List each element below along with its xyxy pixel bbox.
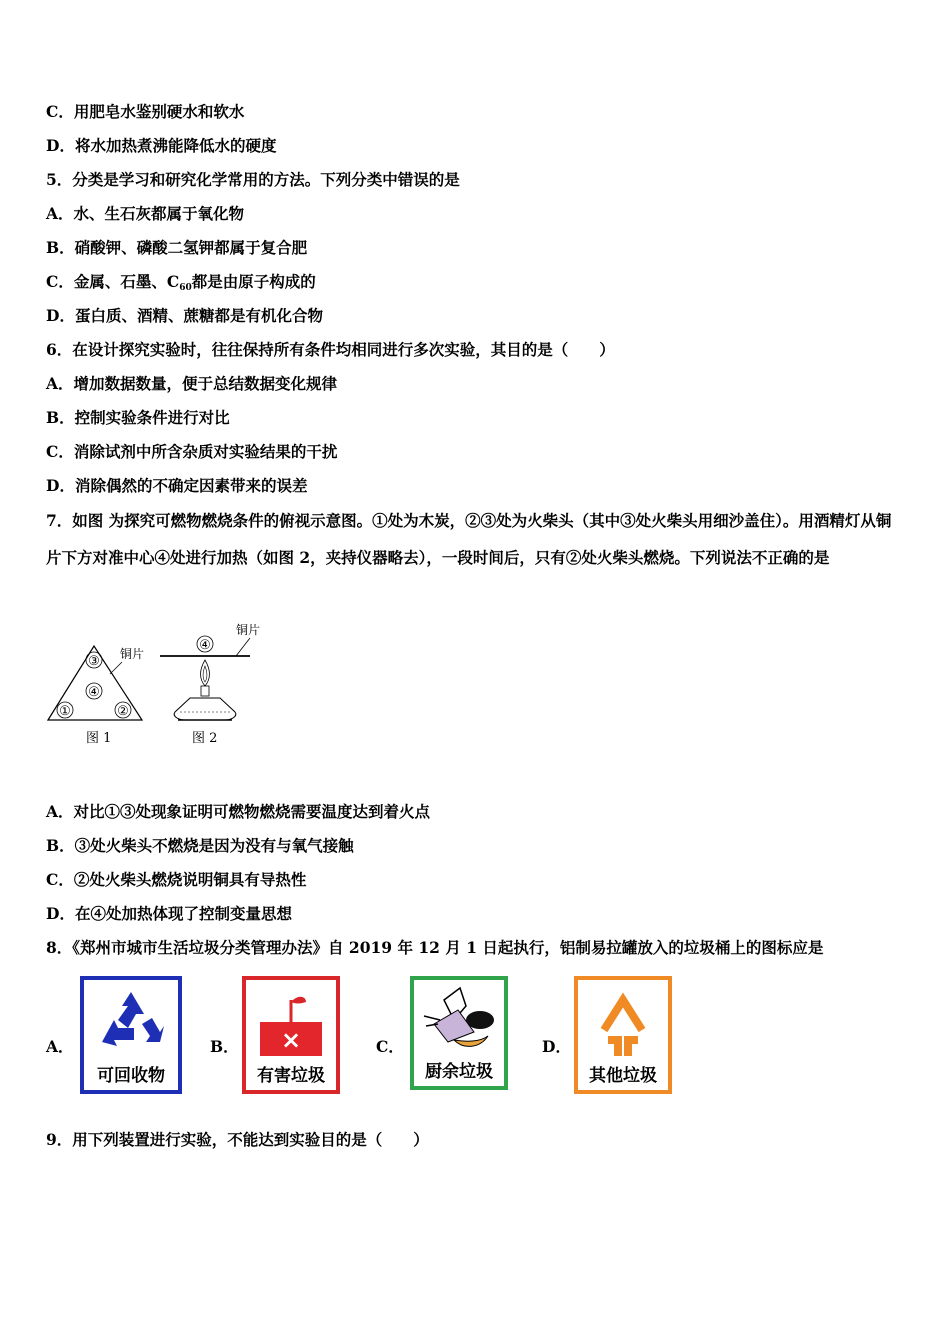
q4-option-c: C．用肥皂水鉴别硬水和软水 [46,102,245,121]
q5-option-d: D．蛋白质、酒精、蔗糖都是有机化合物 [46,306,323,325]
alcohol-lamp-body [174,698,236,720]
spot-3-label: ③ [88,654,100,669]
svg-text:×: × [280,1026,302,1054]
q8-option-d-label: 其他垃圾 [589,1066,657,1086]
q8-option-d-letter: D． [542,1037,571,1056]
spot-2-label: ② [117,704,129,719]
q9-stem: 9．用下列装置进行实验，不能达到实验目的是（ ） [46,1130,429,1149]
q8-option-c-label: 厨余垃圾 [425,1062,493,1082]
lamp-wick-holder [201,686,209,696]
q8-option-d-other-waste-bin [574,976,672,1094]
q6-option-d: D．消除偶然的不确定因素带来的误差 [46,476,308,495]
q7-option-b: B．③处火柴头不燃烧是因为没有与氧气接触 [46,836,354,855]
food-waste-icon [414,980,504,1060]
q8-option-b-hazardous-bin [242,976,340,1094]
hazard-icon [246,980,336,1060]
q6-stem: 6．在设计探究实验时，往往保持所有条件均相同进行多次实验，其目的是（ ） [46,340,615,359]
q5-option-c [46,272,316,295]
q6-option-a: A．增加数据数量，便于总结数据变化规律 [46,374,338,393]
fig2-caption: 图 2 [192,731,218,746]
q5-option-c-subscript: 60 [179,283,192,293]
fig1-copper-pointer [110,662,122,674]
q7-option-d: D．在④处加热体现了控制变量思想 [46,904,292,923]
q4-option-d: D．将水加热煮沸能降低水的硬度 [46,136,277,155]
q7-stem: 7．如图 为探究可燃物燃烧条件的俯视示意图。①处为木炭，②③处为火柴头（其中③处火柴头用细沙盖住）。用酒精灯从铜片下方对准中心④处进行加热（如图 2，夹持仪器略去），一段时间后，只有②处火柴头燃烧。下列说法不正确的是 [46,511,892,567]
lamp-flame-inner [203,666,207,682]
q8-option-a-letter: A． [46,1037,74,1056]
fig1-copper-label: 铜片 [120,647,145,661]
q8-option-b-letter: B． [210,1037,239,1056]
q5-option-c-text: C．金属、石墨、C [46,272,180,291]
fig2-copper-pointer [236,638,250,656]
q8-option-c-letter: C． [376,1037,404,1056]
q6-option-b: B．控制实验条件进行对比 [46,408,230,427]
q7-option-a: A．对比①③处现象证明可燃物燃烧需要温度达到着火点 [46,802,431,821]
q8-option-a-recyclable-bin [80,976,182,1094]
q8-option-b-label: 有害垃圾 [257,1066,325,1086]
q8-option-c-food-waste-bin [410,976,508,1090]
q6-option-c: C．消除试剂中所含杂质对实验结果的干扰 [46,442,338,461]
q5-stem: 5．分类是学习和研究化学常用的方法。下列分类中错误的是 [46,170,460,189]
q7-option-c: C．②处火柴头燃烧说明铜具有导热性 [46,870,307,889]
fig2-spot-4-label: ④ [199,638,211,653]
fig2-copper-label: 铜片 [236,623,261,637]
q7-figures [40,616,280,750]
q8-option-a-label: 可回收物 [97,1066,165,1086]
recycle-icon [84,984,178,1064]
q5-option-b: B．硝酸钾、磷酸二氢钾都属于复合肥 [46,238,308,257]
combustion-diagram [40,616,280,746]
fig1-caption: 图 1 [86,731,112,746]
spot-1-label: ① [59,704,71,719]
q5-option-c-text-end: 都是由原子构成的 [191,272,316,291]
spot-4-label: ④ [88,685,100,700]
q5-option-a: A．水、生石灰都属于氧化物 [46,204,245,223]
q8-stem: 8．《郑州市城市生活垃圾分类管理办法》自 2019 年 12 月 1 日起执行，铝制易拉罐放入的垃圾桶上的图标应是 [46,938,824,957]
other-waste-icon [578,984,668,1064]
